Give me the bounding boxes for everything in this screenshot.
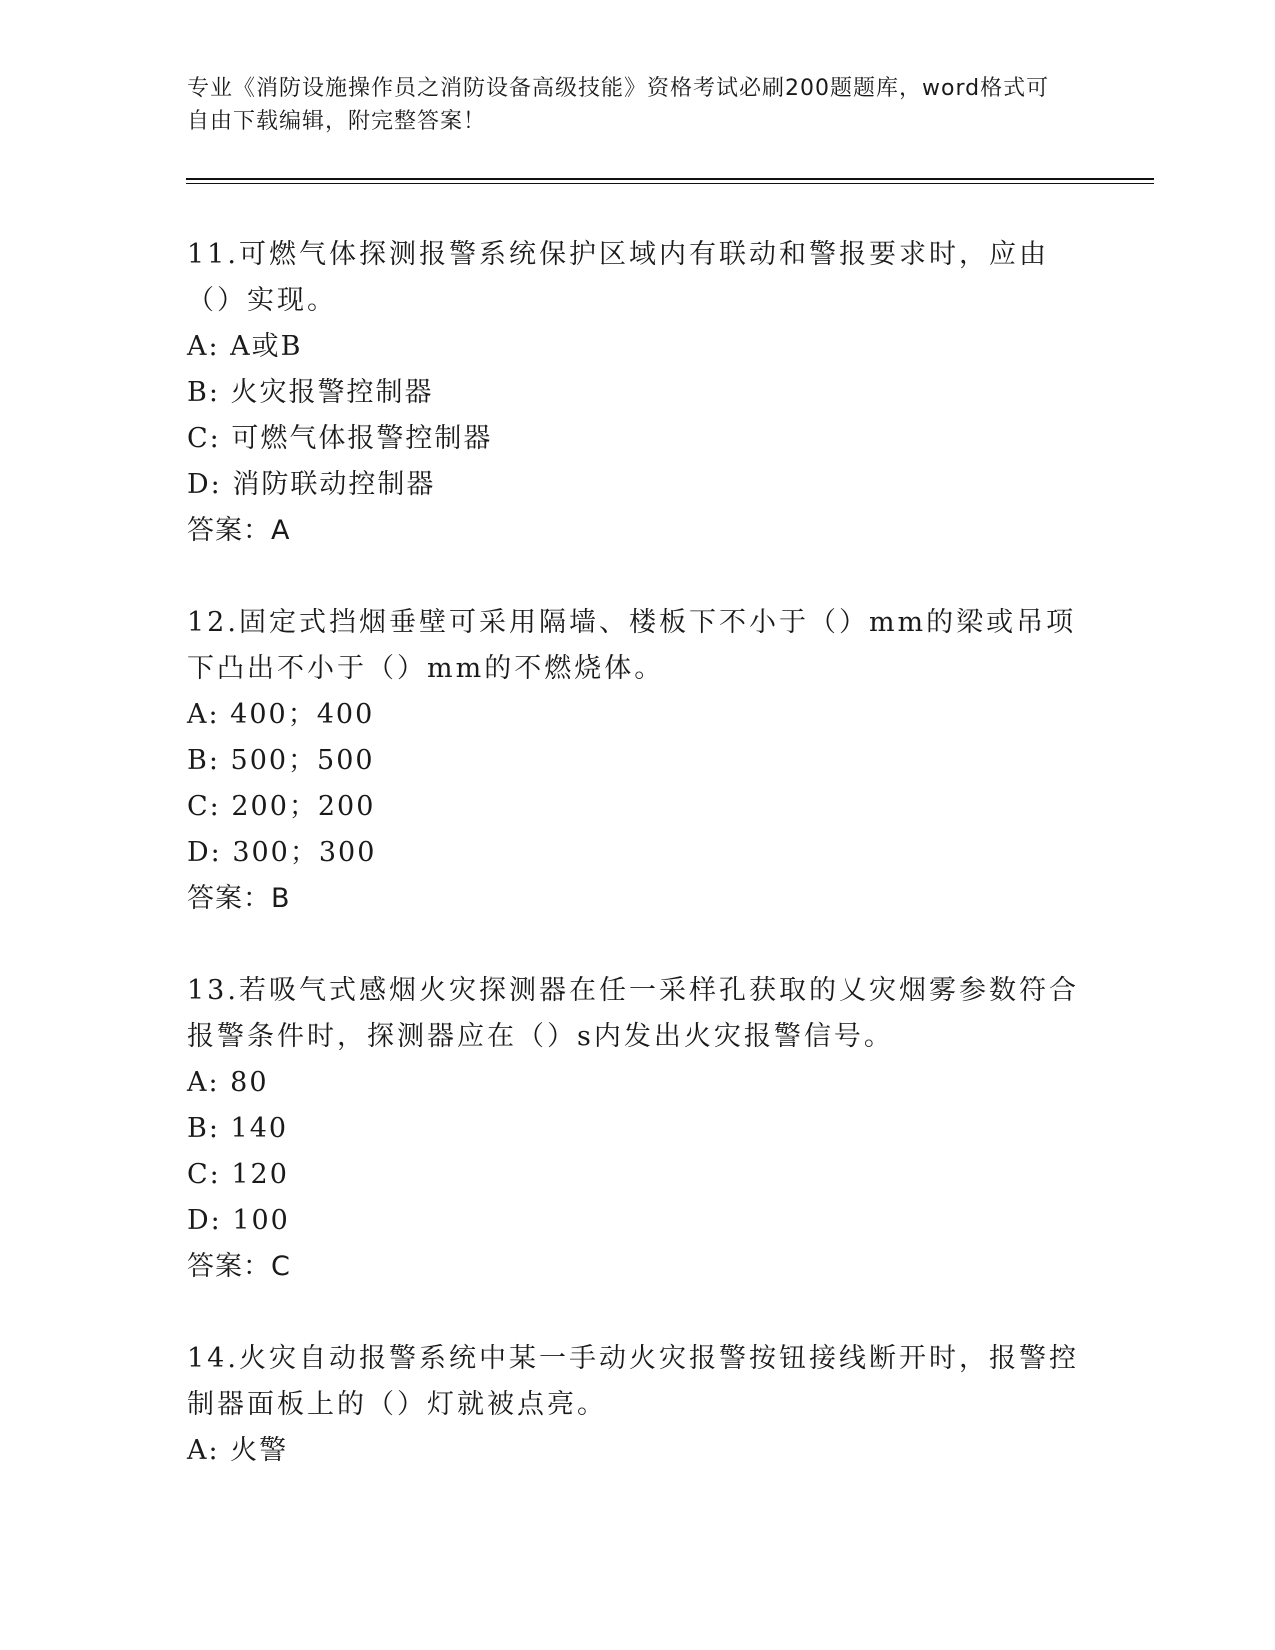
option-c: C: 120 [187,1159,289,1190]
question-12 [187,600,1087,922]
question-stem: 11.可燃气体探测报警系统保护区域内有联动和警报要求时，应由（）实现。 [187,239,1049,316]
option-a: A: A或B [187,331,303,362]
header-divider-thin [186,183,1154,184]
option-d: D: 300；300 [187,837,377,868]
option-a: A: 400；400 [187,699,375,730]
question-stem: 12.固定式挡烟垂壁可采用隔墙、楼板下不小于（）mm的梁或吊项下凸出不小于（）mm的不燃烧体。 [187,607,1077,684]
option-c: C: 可燃气体报警控制器 [187,423,493,454]
document-header [187,72,1067,138]
option-a: A: 火警 [187,1435,289,1466]
option-d: D: 100 [187,1205,290,1236]
question-stem: 14.火灾自动报警系统中某一手动火灾报警按钮接线断开时，报警控制器面板上的（）灯就被点亮。 [187,1343,1079,1420]
option-a: A: 80 [187,1067,269,1098]
header-text: 专业《消防设施操作员之消防设备高级技能》资格考试必刷200题题库，word格式可自由下载编辑，附完整答案！ [187,76,1050,134]
option-b: B: 火灾报警控制器 [187,377,434,408]
question-14 [187,1336,1087,1474]
header-divider-thick [186,178,1154,180]
option-b: B: 140 [187,1113,289,1144]
answer-line: 答案：B [187,883,291,914]
answer-line: 答案：C [187,1251,291,1282]
answer-line: 答案：A [187,515,291,546]
question-13 [187,968,1087,1290]
option-b: B: 500；500 [187,745,375,776]
question-11 [187,232,1087,554]
question-stem: 13.若吸气式感烟火灾探测器在任一采样孔获取的乂灾烟雾参数符合报警条件时，探测器应在（）s内发出火灾报警信号。 [187,975,1079,1052]
question-list [187,232,1087,1520]
option-c: C: 200；200 [187,791,376,822]
option-d: D: 消防联动控制器 [187,469,436,500]
